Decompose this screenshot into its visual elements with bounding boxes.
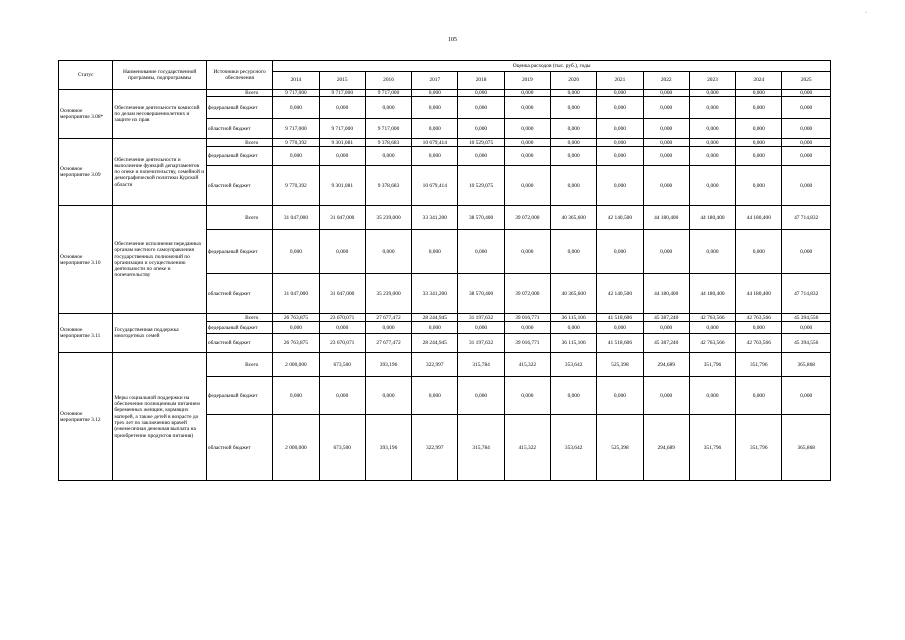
header-year: 2024 bbox=[736, 72, 782, 90]
amount-cell: 0,000 bbox=[551, 97, 597, 119]
amount-cell: 10 679,414 bbox=[412, 139, 458, 147]
amount-cell: 47 714,832 bbox=[782, 206, 831, 230]
amount-cell: 525,398 bbox=[597, 353, 643, 377]
corner-mark: · bbox=[865, 10, 867, 16]
amount-cell: 351,796 bbox=[689, 353, 735, 377]
amount-cell: 0,000 bbox=[736, 230, 782, 274]
amount-cell: 0,000 bbox=[412, 90, 458, 97]
measure-status: Основное мероприятие 3.11 bbox=[59, 314, 113, 353]
amount-cell: 0,000 bbox=[412, 377, 458, 415]
amount-cell: 31 047,000 bbox=[273, 206, 319, 230]
amount-cell: 0,000 bbox=[689, 166, 735, 206]
amount-cell: 0,000 bbox=[782, 139, 831, 147]
amount-cell: 41 518,606 bbox=[597, 314, 643, 322]
amount-cell: 26 763,875 bbox=[273, 334, 319, 353]
table-row bbox=[59, 206, 831, 230]
amount-cell: 9 378,683 bbox=[365, 166, 411, 206]
funding-source: областной бюджет bbox=[206, 415, 272, 481]
table-row bbox=[59, 314, 831, 322]
amount-cell: 44 180,400 bbox=[643, 274, 689, 314]
amount-cell: 0,000 bbox=[689, 230, 735, 274]
amount-cell: 38 570,400 bbox=[458, 206, 504, 230]
amount-cell: 0,000 bbox=[365, 147, 411, 166]
amount-cell: 393,196 bbox=[365, 415, 411, 481]
amount-cell: 39 016,771 bbox=[504, 334, 550, 353]
amount-cell: 322,997 bbox=[412, 353, 458, 377]
amount-cell: 0,000 bbox=[689, 119, 735, 139]
amount-cell: 415,322 bbox=[504, 415, 550, 481]
amount-cell: 0,000 bbox=[504, 97, 550, 119]
amount-cell: 31 197,632 bbox=[458, 314, 504, 322]
amount-cell: 322,997 bbox=[412, 415, 458, 481]
amount-cell: 31 047,000 bbox=[319, 206, 365, 230]
amount-cell: 36 115,106 bbox=[551, 314, 597, 322]
amount-cell: 351,796 bbox=[736, 353, 782, 377]
header-estimate: Оценка расходов (тыс. руб.), годы bbox=[273, 61, 831, 72]
measure-status: Основное мероприятие 3.08* bbox=[59, 90, 113, 139]
amount-cell: 0,000 bbox=[504, 90, 550, 97]
amount-cell: 0,000 bbox=[504, 166, 550, 206]
measure-name: Меры социальной поддержки на обеспечение полноценным питанием беременных женщин, кормящих матерей, а также детей в возрасте до трех лет по заключению врачей (ежемесячная денежная выплата на приобретение продуктов питания) bbox=[113, 353, 207, 481]
amount-cell: 0,000 bbox=[643, 377, 689, 415]
amount-cell: 673,500 bbox=[319, 415, 365, 481]
amount-cell: 0,000 bbox=[736, 377, 782, 415]
amount-cell: 0,000 bbox=[782, 119, 831, 139]
amount-cell: 36 115,106 bbox=[551, 334, 597, 353]
amount-cell: 0,000 bbox=[643, 147, 689, 166]
amount-cell: 0,000 bbox=[319, 230, 365, 274]
amount-cell: 0,000 bbox=[782, 377, 831, 415]
amount-cell: 0,000 bbox=[458, 230, 504, 274]
amount-cell: 9 770,392 bbox=[273, 166, 319, 206]
amount-cell: 0,000 bbox=[597, 119, 643, 139]
measure-name: Государственная поддержка многодетных семей bbox=[113, 314, 207, 353]
amount-cell: 0,000 bbox=[736, 119, 782, 139]
amount-cell: 0,000 bbox=[597, 139, 643, 147]
amount-cell: 0,000 bbox=[504, 119, 550, 139]
header-year: 2015 bbox=[319, 72, 365, 90]
amount-cell: 9 717,000 bbox=[273, 119, 319, 139]
amount-cell: 0,000 bbox=[412, 119, 458, 139]
funding-source: Всего bbox=[206, 206, 272, 230]
amount-cell: 0,000 bbox=[597, 97, 643, 119]
amount-cell: 0,000 bbox=[782, 90, 831, 97]
amount-cell: 0,000 bbox=[458, 322, 504, 334]
amount-cell: 0,000 bbox=[365, 97, 411, 119]
amount-cell: 27 677,472 bbox=[365, 314, 411, 322]
expense-table-sheet bbox=[58, 60, 831, 481]
amount-cell: 41 518,606 bbox=[597, 334, 643, 353]
amount-cell: 0,000 bbox=[736, 97, 782, 119]
expense-table bbox=[58, 60, 831, 481]
amount-cell: 9 301,081 bbox=[319, 166, 365, 206]
amount-cell: 0,000 bbox=[365, 377, 411, 415]
header-year: 2019 bbox=[504, 72, 550, 90]
amount-cell: 42 763,566 bbox=[689, 314, 735, 322]
measure-status: Основное мероприятие 3.10 bbox=[59, 206, 113, 314]
amount-cell: 0,000 bbox=[458, 147, 504, 166]
amount-cell: 33 341,200 bbox=[412, 274, 458, 314]
amount-cell: 45 387,240 bbox=[643, 314, 689, 322]
header-year: 2020 bbox=[551, 72, 597, 90]
funding-source: областной бюджет bbox=[206, 274, 272, 314]
amount-cell: 315,784 bbox=[458, 415, 504, 481]
header-year: 2023 bbox=[689, 72, 735, 90]
amount-cell: 9 717,000 bbox=[365, 90, 411, 97]
amount-cell: 44 180,400 bbox=[736, 274, 782, 314]
amount-cell: 31 047,000 bbox=[273, 274, 319, 314]
amount-cell: 0,000 bbox=[458, 97, 504, 119]
amount-cell: 9 717,000 bbox=[365, 119, 411, 139]
funding-source: Всего bbox=[206, 139, 272, 147]
amount-cell: 315,784 bbox=[458, 353, 504, 377]
amount-cell: 0,000 bbox=[504, 322, 550, 334]
amount-cell: 0,000 bbox=[736, 322, 782, 334]
amount-cell: 0,000 bbox=[458, 377, 504, 415]
amount-cell: 33 341,200 bbox=[412, 206, 458, 230]
amount-cell: 0,000 bbox=[551, 139, 597, 147]
header-year: 2016 bbox=[365, 72, 411, 90]
amount-cell: 0,000 bbox=[643, 166, 689, 206]
amount-cell: 0,000 bbox=[551, 119, 597, 139]
measure-name: Обеспечение исполнения переданных органам местного самоуправления государственных полномочий по организации и осуществлению деятельности по опеке и попечительству bbox=[113, 206, 207, 314]
measure-name: Обеспечение деятельности и выполнение функций департаментов по опеке и попечительству, семейной и демографической политики Курской области bbox=[113, 139, 207, 206]
amount-cell: 0,000 bbox=[689, 139, 735, 147]
amount-cell: 40 365,600 bbox=[551, 274, 597, 314]
funding-source: федеральный бюджет bbox=[206, 97, 272, 119]
amount-cell: 23 670,071 bbox=[319, 314, 365, 322]
amount-cell: 31 197,632 bbox=[458, 334, 504, 353]
funding-source: Всего bbox=[206, 353, 272, 377]
amount-cell: 44 180,400 bbox=[736, 206, 782, 230]
amount-cell: 9 717,000 bbox=[319, 119, 365, 139]
funding-source: областной бюджет bbox=[206, 119, 272, 139]
amount-cell: 26 763,875 bbox=[273, 314, 319, 322]
header-name: Наименование государственной программы, подпрограммы bbox=[113, 61, 207, 90]
amount-cell: 10 679,414 bbox=[412, 166, 458, 206]
amount-cell: 0,000 bbox=[689, 90, 735, 97]
amount-cell: 0,000 bbox=[319, 147, 365, 166]
amount-cell: 0,000 bbox=[551, 90, 597, 97]
amount-cell: 2 000,000 bbox=[273, 353, 319, 377]
amount-cell: 23 670,071 bbox=[319, 334, 365, 353]
amount-cell: 525,398 bbox=[597, 415, 643, 481]
amount-cell: 0,000 bbox=[689, 377, 735, 415]
amount-cell: 0,000 bbox=[643, 139, 689, 147]
amount-cell: 0,000 bbox=[319, 377, 365, 415]
amount-cell: 28 244,945 bbox=[412, 314, 458, 322]
amount-cell: 0,000 bbox=[689, 147, 735, 166]
amount-cell: 0,000 bbox=[412, 230, 458, 274]
amount-cell: 0,000 bbox=[273, 97, 319, 119]
measure-status: Основное мероприятие 3.12 bbox=[59, 353, 113, 481]
measure-status: Основное мероприятие 3.09 bbox=[59, 139, 113, 206]
amount-cell: 42 140,500 bbox=[597, 206, 643, 230]
amount-cell: 2 000,000 bbox=[273, 415, 319, 481]
amount-cell: 9 717,000 bbox=[319, 90, 365, 97]
amount-cell: 47 714,832 bbox=[782, 274, 831, 314]
amount-cell: 673,500 bbox=[319, 353, 365, 377]
amount-cell: 0,000 bbox=[643, 230, 689, 274]
amount-cell: 28 244,945 bbox=[412, 334, 458, 353]
amount-cell: 353,642 bbox=[551, 353, 597, 377]
page-number: 105 bbox=[448, 37, 457, 43]
amount-cell: 42 140,500 bbox=[597, 274, 643, 314]
amount-cell: 27 677,472 bbox=[365, 334, 411, 353]
header-year: 2017 bbox=[412, 72, 458, 90]
amount-cell: 0,000 bbox=[551, 166, 597, 206]
amount-cell: 35 239,000 bbox=[365, 206, 411, 230]
funding-source: федеральный бюджет bbox=[206, 147, 272, 166]
amount-cell: 39 016,771 bbox=[504, 314, 550, 322]
amount-cell: 0,000 bbox=[273, 147, 319, 166]
amount-cell: 0,000 bbox=[597, 377, 643, 415]
table-row bbox=[59, 353, 831, 377]
header-status: Статус bbox=[59, 61, 113, 90]
amount-cell: 365,868 bbox=[782, 415, 831, 481]
funding-source: Всего bbox=[206, 314, 272, 322]
amount-cell: 42 763,566 bbox=[736, 314, 782, 322]
amount-cell: 0,000 bbox=[319, 322, 365, 334]
amount-cell: 9 770,392 bbox=[273, 139, 319, 147]
header-year: 2022 bbox=[643, 72, 689, 90]
amount-cell: 0,000 bbox=[643, 322, 689, 334]
amount-cell: 0,000 bbox=[597, 90, 643, 97]
amount-cell: 40 365,600 bbox=[551, 206, 597, 230]
amount-cell: 0,000 bbox=[782, 97, 831, 119]
amount-cell: 294,689 bbox=[643, 353, 689, 377]
header-sources: Источники ресурсного обеспечения bbox=[206, 61, 272, 90]
funding-source: областной бюджет bbox=[206, 166, 272, 206]
amount-cell: 0,000 bbox=[504, 230, 550, 274]
table-row bbox=[59, 90, 831, 97]
amount-cell: 0,000 bbox=[551, 377, 597, 415]
amount-cell: 0,000 bbox=[782, 230, 831, 274]
amount-cell: 351,796 bbox=[736, 415, 782, 481]
header-year: 2014 bbox=[273, 72, 319, 90]
amount-cell: 45 394,556 bbox=[782, 334, 831, 353]
amount-cell: 365,868 bbox=[782, 353, 831, 377]
amount-cell: 0,000 bbox=[736, 139, 782, 147]
amount-cell: 0,000 bbox=[504, 139, 550, 147]
amount-cell: 415,322 bbox=[504, 353, 550, 377]
amount-cell: 0,000 bbox=[365, 322, 411, 334]
amount-cell: 0,000 bbox=[273, 230, 319, 274]
amount-cell: 39 072,000 bbox=[504, 274, 550, 314]
amount-cell: 0,000 bbox=[551, 230, 597, 274]
amount-cell: 45 387,240 bbox=[643, 334, 689, 353]
amount-cell: 0,000 bbox=[643, 119, 689, 139]
header-year: 2018 bbox=[458, 72, 504, 90]
amount-cell: 0,000 bbox=[597, 322, 643, 334]
funding-source: федеральный бюджет bbox=[206, 230, 272, 274]
table-body bbox=[59, 90, 831, 481]
measure-name: Обеспечение деятельности комиссий по делам несовершеннолетних и защите их прав bbox=[113, 90, 207, 139]
amount-cell: 0,000 bbox=[273, 377, 319, 415]
amount-cell: 0,000 bbox=[782, 166, 831, 206]
amount-cell: 45 394,556 bbox=[782, 314, 831, 322]
amount-cell: 9 717,000 bbox=[273, 90, 319, 97]
amount-cell: 0,000 bbox=[689, 97, 735, 119]
amount-cell: 0,000 bbox=[643, 97, 689, 119]
amount-cell: 351,796 bbox=[689, 415, 735, 481]
header-year: 2025 bbox=[782, 72, 831, 90]
amount-cell: 44 180,400 bbox=[689, 274, 735, 314]
amount-cell: 0,000 bbox=[597, 230, 643, 274]
amount-cell: 9 378,683 bbox=[365, 139, 411, 147]
amount-cell: 44 180,400 bbox=[689, 206, 735, 230]
amount-cell: 294,689 bbox=[643, 415, 689, 481]
amount-cell: 0,000 bbox=[597, 166, 643, 206]
amount-cell: 353,642 bbox=[551, 415, 597, 481]
amount-cell: 0,000 bbox=[412, 97, 458, 119]
table-row bbox=[59, 139, 831, 147]
amount-cell: 0,000 bbox=[782, 147, 831, 166]
funding-source: областной бюджет bbox=[206, 334, 272, 353]
amount-cell: 0,000 bbox=[782, 322, 831, 334]
amount-cell: 0,000 bbox=[643, 90, 689, 97]
amount-cell: 9 301,081 bbox=[319, 139, 365, 147]
amount-cell: 0,000 bbox=[458, 119, 504, 139]
amount-cell: 10 529,075 bbox=[458, 139, 504, 147]
amount-cell: 0,000 bbox=[736, 147, 782, 166]
amount-cell: 10 529,075 bbox=[458, 166, 504, 206]
amount-cell: 38 570,400 bbox=[458, 274, 504, 314]
amount-cell: 0,000 bbox=[597, 147, 643, 166]
amount-cell: 42 763,566 bbox=[689, 334, 735, 353]
amount-cell: 393,196 bbox=[365, 353, 411, 377]
amount-cell: 39 072,000 bbox=[504, 206, 550, 230]
amount-cell: 0,000 bbox=[412, 147, 458, 166]
amount-cell: 0,000 bbox=[273, 322, 319, 334]
amount-cell: 42 763,566 bbox=[736, 334, 782, 353]
amount-cell: 0,000 bbox=[551, 147, 597, 166]
amount-cell: 0,000 bbox=[736, 90, 782, 97]
funding-source: Всего bbox=[206, 90, 272, 97]
amount-cell: 0,000 bbox=[689, 322, 735, 334]
amount-cell: 0,000 bbox=[412, 322, 458, 334]
amount-cell: 0,000 bbox=[504, 377, 550, 415]
funding-source: федеральный бюджет bbox=[206, 322, 272, 334]
amount-cell: 31 047,000 bbox=[319, 274, 365, 314]
amount-cell: 44 180,400 bbox=[643, 206, 689, 230]
amount-cell: 0,000 bbox=[736, 166, 782, 206]
amount-cell: 0,000 bbox=[365, 230, 411, 274]
amount-cell: 0,000 bbox=[319, 97, 365, 119]
amount-cell: 0,000 bbox=[504, 147, 550, 166]
amount-cell: 35 239,000 bbox=[365, 274, 411, 314]
funding-source: федеральный бюджет bbox=[206, 377, 272, 415]
amount-cell: 0,000 bbox=[458, 90, 504, 97]
header-year: 2021 bbox=[597, 72, 643, 90]
amount-cell: 0,000 bbox=[551, 322, 597, 334]
